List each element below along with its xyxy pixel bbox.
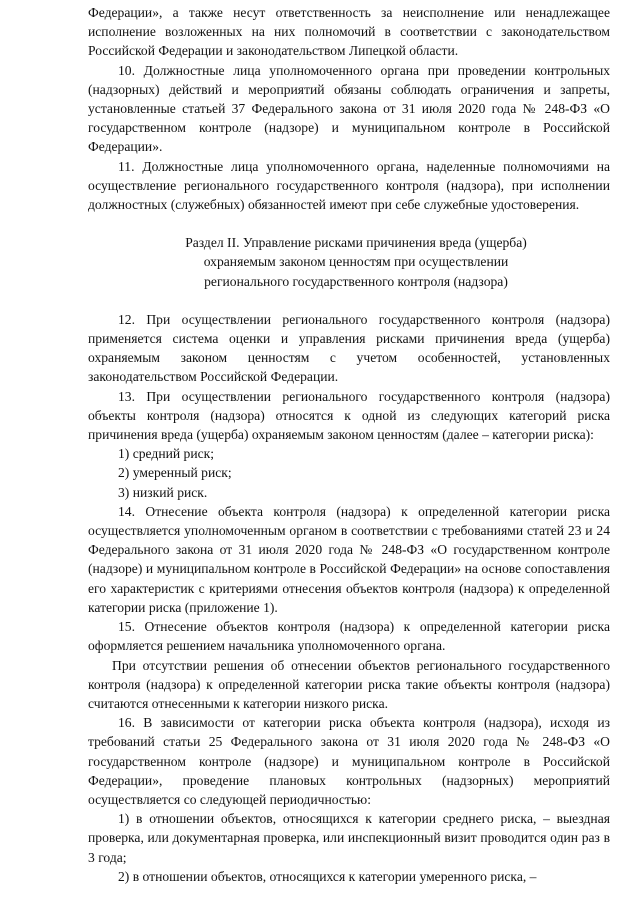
paragraph-continuation: Федерации», а также несут ответственность за неисполнение или ненадлежащее исполнение возложенных на них полномочий в соответствии с законодательством Российской Федерации и законодательством Липецкой области. (88, 5, 610, 59)
paragraph-16-item-1: 1) в отношении объектов, относящихся к категории среднего риска, – выездная проверка, или документарная проверка, или инспекционный визит проводится один раз в 3 года; (88, 811, 610, 865)
section-heading (88, 233, 610, 291)
list-item-3: 3) низкий риск. (118, 484, 208, 500)
spacer (88, 291, 610, 310)
paragraph-15-note: При отсутствии решения об отнесении объектов регионального государственного контроля (надзора) к определенной категории риска такие объекты контроля (надзора) считаются отнесенными к категории низкого риска. (88, 657, 610, 711)
paragraph-15: 15. Отнесение объектов контроля (надзора) к определенной категории риска оформляется решением начальника уполномоченного органа. (88, 619, 610, 654)
section-heading-line-3: регионального государственного контроля (надзора) (204, 273, 508, 289)
paragraph-10: 10. Должностные лица уполномоченного органа при проведении контрольных (надзорных) действий и мероприятий обязаны соблюдать ограничения и запреты, установленные статьей 37 Федерального закона от 31 июля 2020 года № 248-ФЗ «О государственном контроле (надзоре) и муниципальном контроле в Российской Федерации». (88, 62, 610, 155)
paragraph-16: 16. В зависимости от категории риска объекта контроля (надзора), исходя из требований статьи 25 Федерального закона от 31 июля 2020 года № 248-ФЗ «О государственном контроле (надзоре) и муниципальном контроле в Российской Федерации», проведение плановых контрольных (надзорных) мероприятий осуществляется со следующей периодичностью: (88, 715, 610, 807)
paragraph-13: 13. При осуществлении регионального государственного контроля (надзора) объекты контроля (надзора) относятся к одной из следующих категорий риска причинения вреда (ущерба) охраняемым законом ценностям (далее – категории риска): (88, 388, 610, 443)
paragraph-11: 11. Должностные лица уполномоченного органа, наделенные полномочиями на осуществление регионального государственного контроля (надзора), при исполнении должностных (служебных) обязанностей имеют при себе служебные удостоверения. (88, 158, 610, 213)
section-heading-line-2: охраняемым законом ценностям при осуществлении (203, 254, 509, 270)
section-heading-line-1: Раздел II. Управление рисками причинения вреда (ущерба) (185, 235, 527, 251)
paragraph-14: 14. Отнесение объекта контроля (надзора) к определенной категории риска осуществляется уполномоченным органом в соответствии с требованиями статей 23 и 24 Федерального закона от 31 июля 2020 года № 248-ФЗ «О государственном контроле (надзоре) и муниципальном контроле в Российской Федерации» на основе сопоставления его характеристик с критериями отнесения объектов контроля (надзора) к определенной категории риска (приложение 1). (88, 503, 610, 615)
list-item-2: 2) умеренный риск; (118, 465, 232, 481)
spacer (88, 214, 610, 233)
list-item-1: 1) средний риск; (118, 446, 215, 462)
paragraph-12: 12. При осуществлении регионального государственного контроля (надзора) применяется система оценки и управления рисками причинения вреда (ущерба) охраняемым законом ценностям с учетом особенностей, установленных законодательством Российской Федерации. (88, 311, 610, 385)
paragraph-16-item-2: 2) в отношении объектов, относящихся к категории умеренного риска, – (118, 868, 537, 884)
